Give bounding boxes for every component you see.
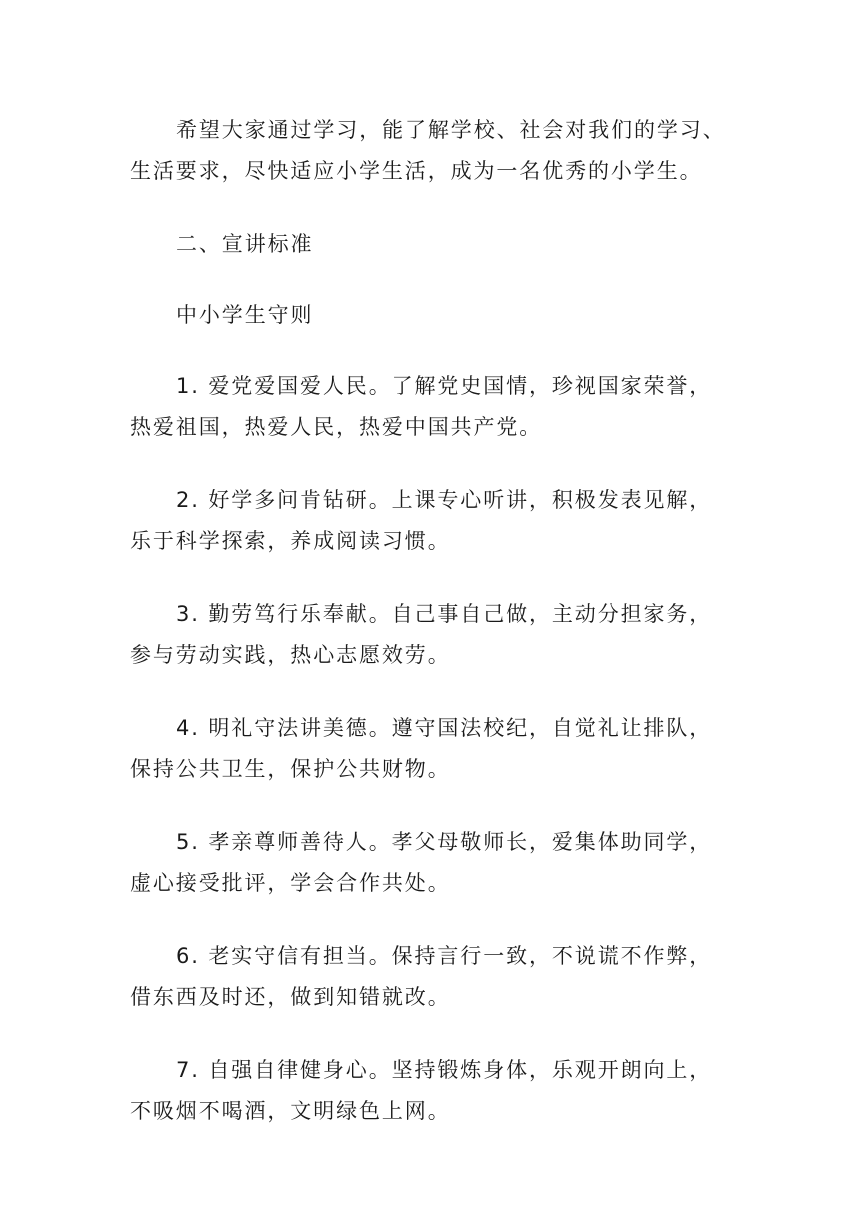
rule-item-1: 1. 爱党爱国爱人民。了解党史国情，珍视国家荣誉，热爱祖国，热爱人民，热爱中国共产党。 <box>130 374 713 439</box>
rule-item-2: 2. 好学多问肯钻研。上课专心听讲，积极发表见解，乐于科学探索，养成阅读习惯。 <box>130 488 713 553</box>
rule-item-4: 4. 明礼守法讲美德。遵守国法校纪，自觉礼让排队，保持公共卫生，保护公共财物。 <box>130 716 713 781</box>
rule-item-3: 3. 勤劳笃行乐奉献。自己事自己做，主动分担家务，参与劳动实践，热心志愿效劳。 <box>130 602 713 667</box>
subsection-heading: 中小学生守则 <box>176 303 314 327</box>
rule-item-6: 6. 老实守信有担当。保持言行一致，不说谎不作弊，借东西及时还，做到知错就改。 <box>130 944 713 1009</box>
rule-item-7: 7. 自强自律健身心。坚持锻炼身体，乐观开朗向上，不吸烟不喝酒，文明绿色上网。 <box>130 1058 713 1123</box>
intro-paragraph: 希望大家通过学习，能了解学校、社会对我们的学习、生活要求，尽快适应小学生活，成为一名优秀的小学生。 <box>130 118 726 183</box>
rule-item-5: 5. 孝亲尊师善待人。孝父母敬师长，爱集体助同学，虚心接受批评，学会合作共处。 <box>130 830 713 895</box>
section-heading: 二、宣讲标准 <box>176 232 314 256</box>
